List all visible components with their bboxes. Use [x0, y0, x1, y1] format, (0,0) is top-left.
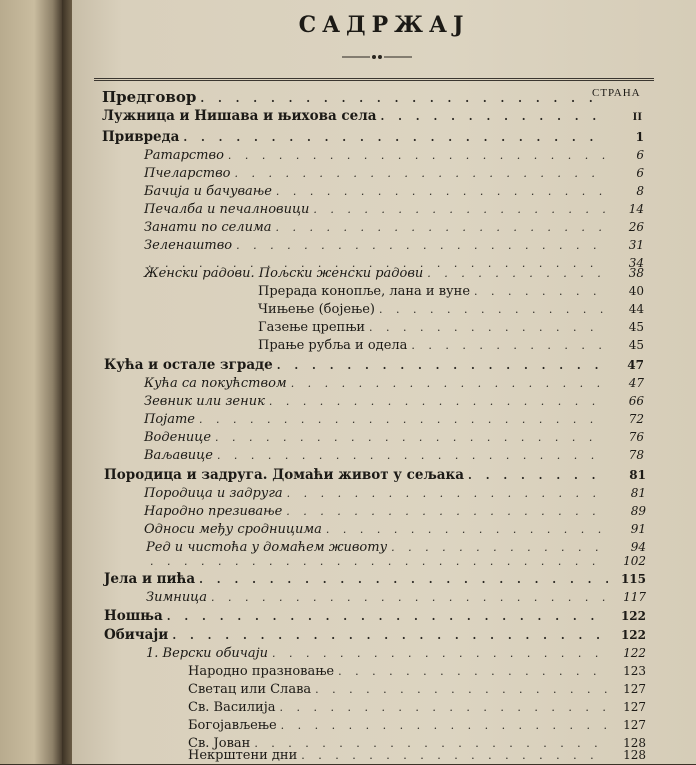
dot-leader	[183, 129, 606, 147]
toc-page-number: 14	[628, 202, 644, 216]
toc-page-number: 6	[636, 166, 644, 180]
toc-entry[interactable]	[188, 698, 646, 716]
dot-leader	[199, 571, 608, 589]
toc-entry-label: Појате	[144, 412, 195, 427]
toc-entry-label: Ношња	[104, 608, 163, 624]
dot-leader	[468, 467, 608, 485]
toc-page-number: 122	[620, 609, 646, 623]
toc-page-number: 123	[623, 664, 646, 678]
toc-entry[interactable]	[144, 218, 644, 236]
toc-entry[interactable]	[188, 680, 646, 698]
toc-entry-label: Прерада конопље, лана и вуне	[258, 284, 471, 299]
top-rule	[94, 78, 654, 79]
toc-page-number: 81	[630, 486, 646, 500]
toc-entry-label: Богојављење	[188, 718, 277, 733]
dot-leader	[287, 485, 608, 503]
toc-page-number: 128	[623, 748, 646, 762]
toc-page-number: 47	[628, 376, 644, 390]
toc-page-number: 34	[628, 256, 644, 270]
toc-entry[interactable]	[102, 107, 642, 125]
toc-entry-label: Кућа и остале зграде	[104, 357, 273, 373]
toc-entry[interactable]	[144, 520, 646, 538]
toc-entry[interactable]	[102, 88, 642, 106]
toc-entry-label: Прање рубља и одела	[258, 338, 408, 353]
dot-leader	[474, 283, 606, 301]
toc-page-number: 91	[630, 522, 646, 536]
toc-page-number: 45	[628, 338, 644, 352]
toc-page-number: 1	[635, 130, 644, 144]
dot-leader	[315, 681, 608, 699]
toc-page-number: 122	[623, 646, 646, 660]
toc-page-number: 40	[628, 284, 644, 298]
toc-entry-label: Зеленаштво	[144, 238, 233, 253]
toc-page-number: 44	[628, 302, 644, 316]
toc-page-number: 6	[636, 148, 644, 162]
toc-page-number: 81	[629, 468, 646, 482]
dot-leader	[215, 429, 606, 447]
toc-entry-label: Некрштени дни	[188, 748, 298, 763]
ornament-icon	[342, 52, 412, 62]
toc-entry[interactable]	[144, 374, 644, 392]
toc-entry-label: Газење црепњи	[258, 320, 366, 335]
toc-entry-label: Зевник или зеник	[144, 394, 265, 409]
toc-entry[interactable]	[102, 128, 644, 146]
toc-entry[interactable]	[258, 300, 644, 318]
toc-entry-label: Лужница и Нишава и њихова села	[102, 108, 377, 124]
toc-page-number: 102	[623, 554, 646, 568]
toc-entry[interactable]	[146, 644, 646, 662]
toc-page-number: 128	[623, 736, 646, 750]
toc-page-number: 8	[636, 184, 644, 198]
contents-page	[72, 0, 696, 764]
dot-leader	[217, 447, 606, 465]
toc-entry-label: Бачија и бачување	[144, 184, 272, 199]
dot-leader	[200, 90, 604, 108]
top-rule-thin	[94, 80, 654, 81]
dot-leader	[276, 183, 606, 201]
toc-page-number: 117	[623, 590, 646, 604]
toc-entry-label: Пчеларство	[144, 166, 231, 181]
toc-entry-label: Зимница	[146, 590, 208, 605]
toc-entry-label: Привреда	[102, 129, 180, 145]
toc-entry[interactable]	[104, 356, 644, 374]
dot-leader	[275, 219, 606, 237]
book-gutter	[62, 0, 72, 764]
toc-page-number: 72	[628, 412, 644, 426]
toc-entry-label: Ред и чистоћа у домаћем животу	[146, 540, 388, 555]
toc-entry-label: Св. Јован	[188, 736, 251, 751]
toc-entry-label: Обичаји	[104, 627, 169, 643]
toc-page-number: 38	[628, 266, 644, 280]
toc-entry[interactable]	[144, 484, 646, 502]
dot-leader	[236, 237, 606, 255]
toc-page-number: 76	[628, 430, 644, 444]
toc-entry-label: Светац или Слава	[188, 682, 312, 697]
toc-entry[interactable]	[144, 164, 644, 182]
toc-page-number: 31	[628, 238, 644, 252]
toc-entry-label: Ратарство	[144, 148, 224, 163]
toc-entry[interactable]	[188, 662, 646, 680]
dot-leader	[380, 108, 604, 126]
toc-entry[interactable]	[258, 282, 644, 300]
toc-page-number: 45	[628, 320, 644, 334]
dot-leader	[338, 663, 608, 681]
dot-leader	[211, 589, 608, 607]
toc-entry-label: Породица и задруга	[144, 486, 283, 501]
toc-page-number: 115	[620, 572, 646, 586]
toc-page-number: 127	[623, 700, 646, 714]
dot-leader	[234, 165, 606, 183]
dot-leader	[286, 503, 608, 521]
dot-leader	[301, 747, 608, 765]
toc-page-number: 127	[623, 682, 646, 696]
dot-leader	[172, 627, 608, 645]
dot-leader	[313, 201, 606, 219]
toc-entry[interactable]	[188, 716, 646, 734]
toc-entry[interactable]	[144, 236, 644, 254]
toc-entry[interactable]	[104, 466, 646, 484]
toc-entry-label: Воденице	[144, 430, 212, 445]
toc-page-number: 89	[630, 504, 646, 518]
dot-leader	[199, 411, 606, 429]
dot-leader	[167, 608, 608, 626]
toc-entry[interactable]	[144, 146, 644, 164]
toc-entry-label: Св. Василија	[188, 700, 276, 715]
dot-leader	[326, 521, 608, 539]
dot-leader	[369, 319, 606, 337]
page-column-label: СТРАНА	[592, 87, 641, 99]
page-title: САДРЖАЈ	[298, 12, 470, 38]
dot-leader	[272, 645, 608, 663]
toc-entry[interactable]	[258, 336, 644, 354]
toc-page-number: 122	[620, 628, 646, 642]
toc-entry-label: Односи међу сродницима	[144, 522, 322, 537]
toc-page-number: 66	[628, 394, 644, 408]
toc-entry[interactable]	[144, 200, 644, 218]
toc-entry[interactable]	[144, 428, 644, 446]
dot-leader	[379, 301, 606, 319]
toc-page-number: II	[632, 109, 642, 123]
toc-entry[interactable]	[144, 446, 644, 464]
toc-entry-label: Кућа са покућством	[144, 376, 287, 391]
toc-entry-label: Занати по селима	[144, 220, 272, 235]
dot-leader	[150, 553, 608, 571]
dot-leader	[427, 265, 606, 283]
toc-page-number: 78	[628, 448, 644, 462]
dot-leader	[291, 375, 606, 393]
dot-leader	[281, 717, 608, 735]
dot-leader	[279, 699, 608, 717]
toc-entry-label: Предговор	[102, 88, 197, 106]
toc-entry[interactable]	[144, 502, 646, 520]
toc-entry-label: 1. Верски обичаји	[146, 646, 269, 661]
dot-leader	[228, 147, 606, 165]
toc-entry[interactable]	[104, 607, 646, 625]
toc-page-number: 47	[627, 358, 644, 372]
toc-entry[interactable]	[188, 746, 646, 764]
toc-entry-label: Јела и пића	[104, 571, 196, 587]
toc-entry-label: Народно презивање	[144, 504, 283, 519]
toc-entry[interactable]	[104, 570, 646, 588]
dot-leader	[269, 393, 606, 411]
toc-entry[interactable]	[144, 410, 644, 428]
toc-entry-label: Женски радови. Пољски женски радови	[144, 266, 424, 281]
toc-entry[interactable]	[104, 626, 646, 644]
dot-leader	[277, 357, 606, 375]
facing-page-edge	[0, 0, 62, 764]
toc-entry[interactable]	[144, 392, 644, 410]
toc-page-number: 127	[623, 718, 646, 732]
toc-entry-label: Ваљавице	[144, 448, 213, 463]
toc-page-number: 94	[630, 540, 646, 554]
toc-entry[interactable]	[146, 552, 646, 570]
toc-entry-label: Чињење (бојење)	[258, 302, 375, 317]
toc-entry[interactable]	[144, 264, 644, 282]
toc-entry[interactable]	[144, 182, 644, 200]
toc-entry[interactable]	[146, 588, 646, 606]
toc-entry[interactable]	[258, 318, 644, 336]
dot-leader	[411, 337, 606, 355]
toc-page-number: 26	[628, 220, 644, 234]
toc-entry-label: Породица и задруга. Домаћи живот у сељака	[104, 467, 465, 483]
toc-entry-label: Народно празновање	[188, 664, 335, 679]
toc-entry-label: Печалба и печалновици	[144, 202, 310, 217]
